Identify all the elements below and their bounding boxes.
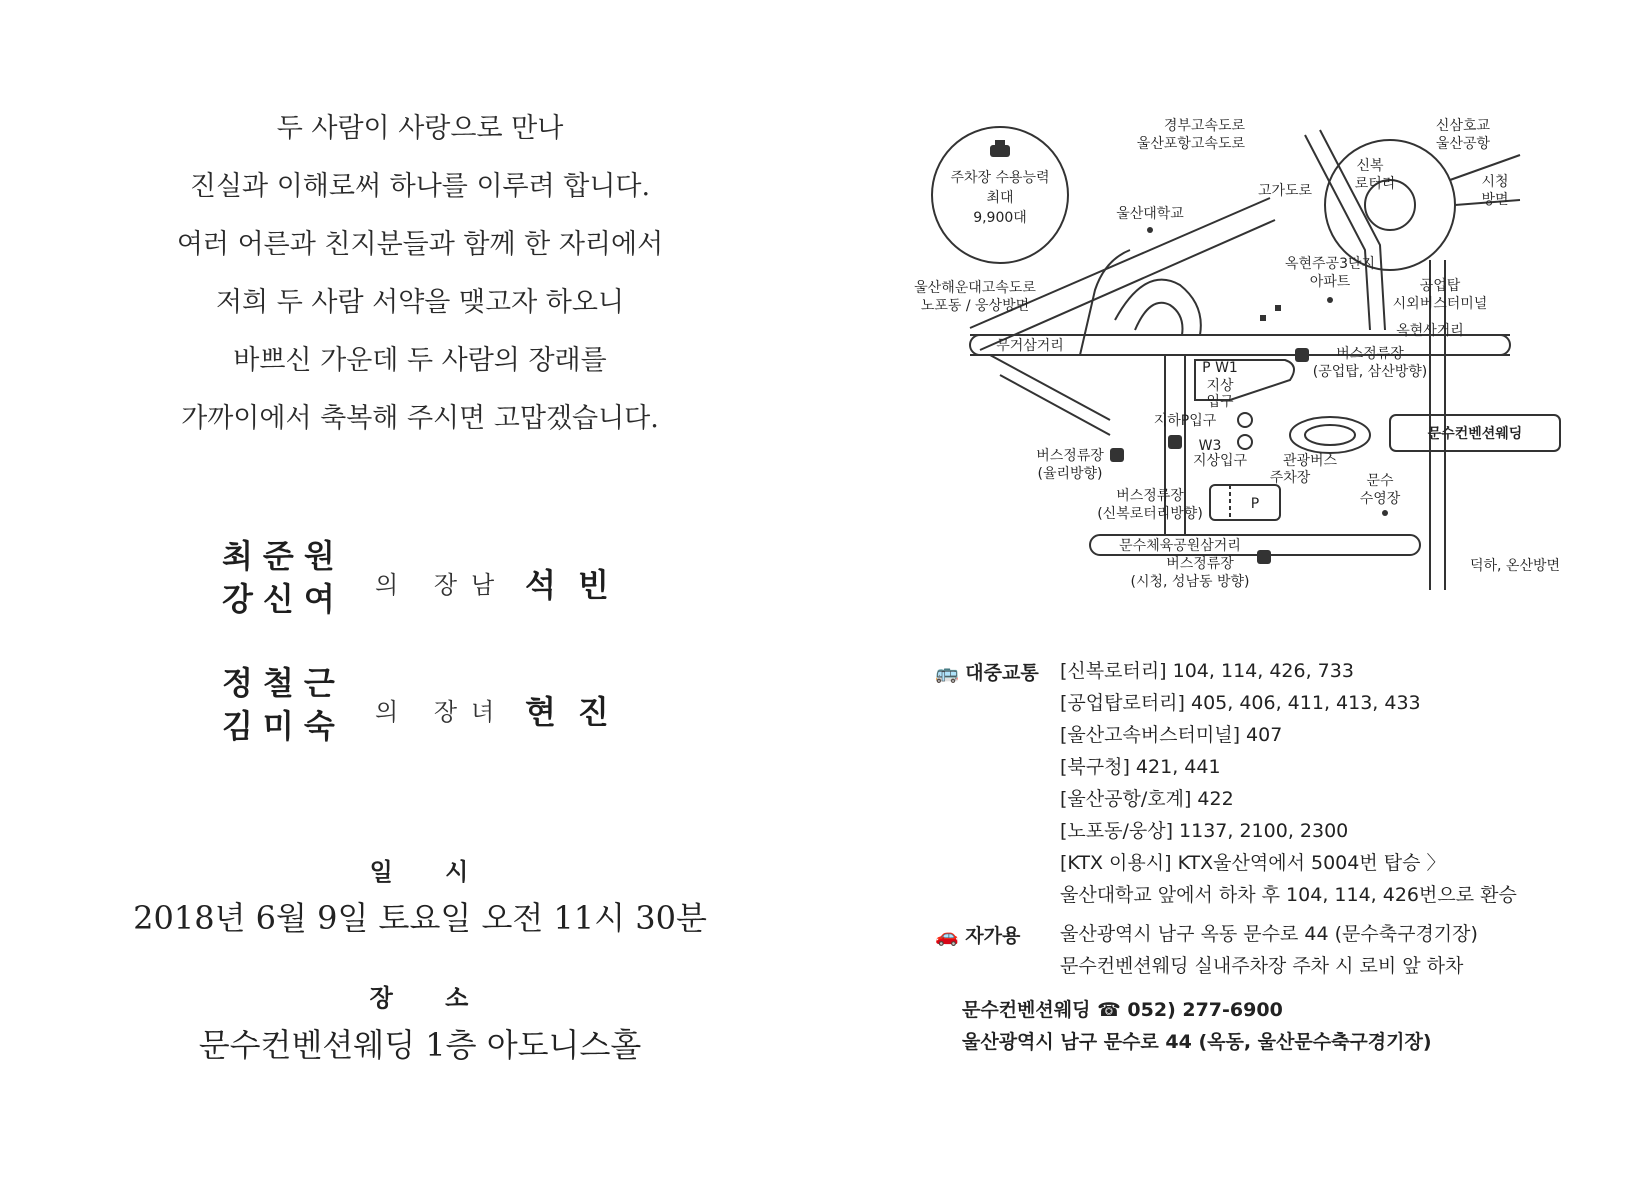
label-w3: W3 [1198,438,1222,454]
bus-icon [1257,550,1271,564]
invitation-line: 두 사람이 사랑으로 만나 [276,113,564,144]
car-lines [1060,918,1478,982]
label-sinbok2: 로터리 [1354,176,1396,192]
label-bus-stop-yulli: 버스정류장 [1036,448,1104,464]
label-tour-bus: 관광버스 [1282,453,1338,469]
label-apartment1: 옥현주공3단지 [1284,256,1376,272]
label-deokha: 덕하, 온산방면 [1469,558,1561,574]
invitation-line: 바쁘신 가운데 두 사람의 장래를 [233,345,607,376]
label-ground-entrance2: 입구 [1206,394,1234,410]
route-item: [노포동/웅상] 1137, 2100, 2300 [1060,820,1349,842]
label-bus-cityhall: (시청, 성남동 방향) [1130,574,1250,590]
label-venue: 문수컨벤션웨딩 [1427,426,1523,442]
label-underground: 지하P입구 [1153,413,1217,429]
contact-name: 문수컨벤션웨딩 [962,999,1091,1021]
phone-icon: ☎ [1097,999,1121,1021]
route-item: [공업탑로터리] 405, 406, 411, 413, 433 [1060,692,1421,714]
contact-line [962,995,1283,1022]
bride-name: 현진 [525,693,631,731]
invitation-line: 저희 두 사람 서약을 맺고자 하오니 [215,287,625,318]
bus-icon: 🚌 [935,662,959,684]
route-item: [KTX 이용시] KTX울산역에서 5004번 탑승 〉 [1060,852,1446,874]
venue-value: 문수컨벤션웨딩 1층 아도니스홀 [198,1026,642,1064]
invitation-line: 진실과 이해로써 하나를 이루려 합니다. [189,171,651,202]
label-pool1: 문수 [1366,473,1394,489]
route-item: [울산고속버스터미널] 407 [1060,724,1283,746]
car-icon: 🚗 [935,925,959,947]
label-parking-p: P [1250,496,1260,512]
date-label: 일 시 [369,857,491,886]
label-mugeo: 무거삼거리 [996,338,1064,354]
taxi-icon [990,145,1010,157]
parking-capacity-line3: 9,900대 [973,210,1027,226]
location-map [900,110,1580,630]
groom-father: 최준원 [222,537,345,575]
groom-mother: 강신여 [222,580,345,618]
invitation-line: 여러 어른과 친지분들과 함께 한 자리에서 [176,229,664,260]
label-university: 울산대학교 [1116,206,1184,222]
label-bus-stop-gongeop: 버스정류장 [1336,346,1404,362]
car-label: 🚗 자가용 [935,925,1021,947]
label-tour-parking: 주차장 [1269,470,1311,486]
route-list [1060,655,1517,911]
label-munsu-park: 문수체육공원삼거리 [1119,538,1241,554]
car-line: 문수컨벤션웨딩 실내주차장 주차 시 로비 앞 하차 [1060,955,1464,977]
bus-icon [1168,435,1182,449]
label-ground-entrance1: 지상 [1206,378,1234,394]
label-overpass: 고가도로 [1257,183,1313,199]
label-haeundae2: 노포동 / 웅상방면 [920,298,1030,314]
label-bus-sinbok: (신복로터리방향) [1097,506,1203,522]
contact-address: 울산광역시 남구 문수로 44 (옥동, 울산문수축구경기장) [962,1031,1432,1053]
label-highway1: 경부고속도로 [1163,118,1245,134]
venue-label: 장 소 [369,983,491,1012]
route-item: [신복로터리] 104, 114, 426, 733 [1060,660,1354,682]
route-item: [울산공항/호계] 422 [1060,788,1234,810]
route-item: [북구청] 421, 441 [1060,756,1221,778]
label-bus-stop-sinbok: 버스정류장 [1116,488,1184,504]
public-transit-label: 🚌 대중교통 [935,662,1039,684]
label-pool2: 수영장 [1359,491,1401,507]
bride-relation: 의 장녀 [375,698,509,726]
contact-phone: 052) 277-6900 [1127,999,1283,1021]
label-shinsam1: 신삼호교 [1435,118,1490,134]
label-p-w1: P W1 [1202,360,1238,376]
label-cityhall2: 방면 [1481,192,1509,208]
groom-name: 석빈 [525,566,631,604]
label-cityhall1: 시청 [1481,174,1509,190]
label-haeundae1: 울산해운대고속도로 [914,280,1036,296]
route-item: 울산대학교 앞에서 하차 후 104, 114, 426번으로 환승 [1060,884,1517,906]
groom-relation: 의 장남 [375,571,509,599]
label-gongeoptap1: 공업탑 [1419,278,1461,294]
car-line: 울산광역시 남구 옥동 문수로 44 (문수축구경기장) [1060,923,1478,945]
label-bus-yulli: (율리방향) [1037,466,1103,482]
invitation-text [150,100,690,448]
label-apartment2: 아파트 [1309,274,1351,290]
parking-capacity-line2: 최대 [986,190,1014,206]
label-ground-entrance: 지상입구 [1192,453,1248,469]
label-bus-stop-cityhall: 버스정류장 [1166,556,1234,572]
invitation-line: 가까이에서 축복해 주시면 고맙겠습니다. [181,403,659,434]
bride-father: 정철근 [222,664,345,702]
parking-capacity-line1: 주차장 수용능력 [950,170,1050,186]
date-value: 2018년 6월 9일 토요일 오전 11시 30분 [133,899,707,937]
label-highway2: 울산포항고속도로 [1136,136,1245,152]
label-sinbok1: 신복 [1356,158,1384,174]
label-gongeoptap2: 시외버스터미널 [1392,296,1488,312]
bride-mother: 김미숙 [222,707,345,745]
label-shinsam2: 울산공항 [1435,136,1490,152]
bus-icon [1110,448,1124,462]
label-okhyeon: 옥현사거리 [1396,323,1464,339]
label-bus-gongeop: (공업탑, 삼산방향) [1312,364,1428,380]
bus-icon [1295,348,1309,362]
